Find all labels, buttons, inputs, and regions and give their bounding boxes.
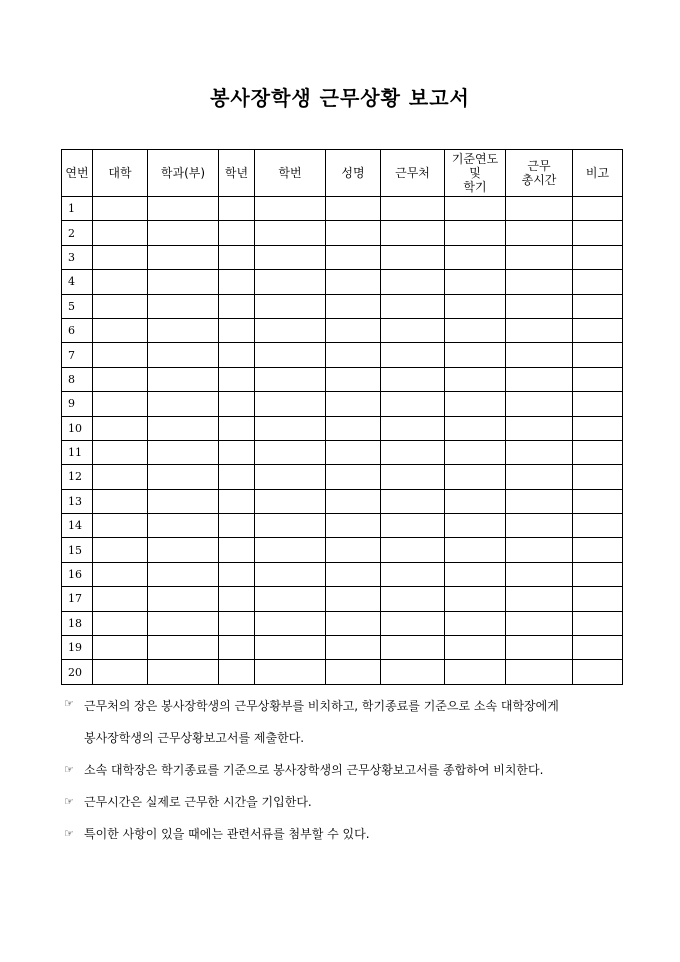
note-item bbox=[64, 825, 634, 857]
table-cell bbox=[255, 343, 326, 367]
table-cell bbox=[219, 294, 255, 318]
notes-section bbox=[64, 697, 634, 857]
table-cell bbox=[506, 197, 573, 221]
table-row bbox=[62, 221, 623, 245]
table-cell bbox=[506, 514, 573, 538]
table-cell bbox=[445, 343, 506, 367]
table-cell bbox=[255, 392, 326, 416]
table-cell bbox=[445, 392, 506, 416]
table-cell bbox=[255, 514, 326, 538]
table-cell bbox=[326, 587, 381, 611]
table-cell bbox=[445, 562, 506, 586]
table-cell bbox=[506, 660, 573, 684]
table-cell bbox=[255, 221, 326, 245]
table-cell bbox=[326, 611, 381, 635]
table-row bbox=[62, 611, 623, 635]
table-row bbox=[62, 294, 623, 318]
table-cell bbox=[381, 318, 445, 342]
table-cell bbox=[219, 367, 255, 391]
table-cell bbox=[148, 392, 219, 416]
table-cell bbox=[148, 294, 219, 318]
table-cell bbox=[219, 197, 255, 221]
note-text: 근무처의 장은 봉사장학생의 근무상황부를 비치하고, 학기종료를 기준으로 소속 대학장에게 bbox=[84, 699, 559, 713]
table-cell bbox=[255, 367, 326, 391]
table-cell bbox=[326, 660, 381, 684]
row-number: 18 bbox=[62, 611, 93, 635]
row-number: 14 bbox=[62, 514, 93, 538]
table-cell bbox=[255, 197, 326, 221]
row-number: 10 bbox=[62, 416, 93, 440]
table-cell bbox=[573, 416, 623, 440]
note-text: 소속 대학장은 학기종료를 기준으로 봉사장학생의 근무상황보고서를 종합하여 비치한다. bbox=[84, 763, 544, 777]
header-workplace: 근무처 bbox=[381, 150, 445, 197]
table-cell bbox=[573, 587, 623, 611]
table-row bbox=[62, 245, 623, 269]
table-cell bbox=[93, 221, 148, 245]
table-cell bbox=[148, 270, 219, 294]
table-cell bbox=[445, 660, 506, 684]
table-cell bbox=[573, 343, 623, 367]
table-cell bbox=[326, 221, 381, 245]
table-cell bbox=[445, 367, 506, 391]
table-cell bbox=[219, 392, 255, 416]
table-row bbox=[62, 367, 623, 391]
table-cell bbox=[93, 270, 148, 294]
table-cell bbox=[445, 489, 506, 513]
header-total-hours bbox=[506, 150, 573, 197]
row-number: 7 bbox=[62, 343, 93, 367]
table-cell bbox=[573, 660, 623, 684]
table-cell bbox=[506, 245, 573, 269]
table-cell bbox=[445, 416, 506, 440]
table-cell bbox=[445, 221, 506, 245]
table-body bbox=[62, 197, 623, 685]
table-cell bbox=[381, 270, 445, 294]
table-cell bbox=[255, 245, 326, 269]
table-cell bbox=[255, 660, 326, 684]
table-cell bbox=[326, 514, 381, 538]
header-name: 성명 bbox=[326, 150, 381, 197]
table-cell bbox=[93, 465, 148, 489]
pointing-hand-icon: ☞ bbox=[64, 697, 74, 710]
table-cell bbox=[148, 562, 219, 586]
row-number: 17 bbox=[62, 587, 93, 611]
header-college: 대학 bbox=[93, 150, 148, 197]
header-year-semester bbox=[445, 150, 506, 197]
table-row bbox=[62, 660, 623, 684]
table-cell bbox=[255, 587, 326, 611]
table-row bbox=[62, 489, 623, 513]
header-student-id: 학번 bbox=[255, 150, 326, 197]
table-cell bbox=[506, 489, 573, 513]
table-cell bbox=[255, 636, 326, 660]
table-cell bbox=[326, 343, 381, 367]
table-cell bbox=[381, 221, 445, 245]
row-number: 5 bbox=[62, 294, 93, 318]
table-cell bbox=[255, 611, 326, 635]
table-cell bbox=[326, 489, 381, 513]
table-cell bbox=[381, 514, 445, 538]
table-cell bbox=[573, 392, 623, 416]
table-cell bbox=[255, 562, 326, 586]
table-cell bbox=[219, 416, 255, 440]
pointing-hand-icon: ☞ bbox=[64, 763, 74, 776]
table-cell bbox=[381, 416, 445, 440]
table-cell bbox=[445, 318, 506, 342]
table-cell bbox=[381, 294, 445, 318]
table-cell bbox=[93, 562, 148, 586]
table-cell bbox=[506, 611, 573, 635]
table-cell bbox=[326, 270, 381, 294]
table-cell bbox=[148, 440, 219, 464]
row-number: 12 bbox=[62, 465, 93, 489]
table-cell bbox=[445, 440, 506, 464]
table-row bbox=[62, 197, 623, 221]
note-text: 특이한 사항이 있을 때에는 관련서류를 첨부할 수 있다. bbox=[84, 827, 370, 841]
table-cell bbox=[148, 343, 219, 367]
pointing-hand-icon: ☞ bbox=[64, 827, 74, 840]
table-cell bbox=[506, 392, 573, 416]
table-row bbox=[62, 343, 623, 367]
table-cell bbox=[148, 538, 219, 562]
table-cell bbox=[326, 538, 381, 562]
table-cell bbox=[506, 416, 573, 440]
table-cell bbox=[219, 636, 255, 660]
row-number: 19 bbox=[62, 636, 93, 660]
header-total-hours-line1: 근무 bbox=[527, 159, 551, 173]
table-cell bbox=[381, 197, 445, 221]
table-cell bbox=[573, 562, 623, 586]
table-cell bbox=[219, 270, 255, 294]
table-cell bbox=[506, 367, 573, 391]
table-cell bbox=[326, 367, 381, 391]
row-number: 16 bbox=[62, 562, 93, 586]
table-cell bbox=[93, 343, 148, 367]
table-cell bbox=[445, 245, 506, 269]
table-cell bbox=[445, 636, 506, 660]
table-cell bbox=[219, 660, 255, 684]
table-row bbox=[62, 318, 623, 342]
pointing-hand-icon: ☞ bbox=[64, 795, 74, 808]
header-total-hours-line2: 총시간 bbox=[521, 173, 557, 187]
table-row bbox=[62, 270, 623, 294]
table-cell bbox=[93, 245, 148, 269]
table-cell bbox=[573, 514, 623, 538]
header-year-semester-line2: 및 bbox=[469, 166, 481, 180]
table-cell bbox=[219, 318, 255, 342]
header-department: 학과(부) bbox=[148, 150, 219, 197]
table-cell bbox=[326, 416, 381, 440]
table-cell bbox=[445, 611, 506, 635]
table-row bbox=[62, 465, 623, 489]
table-cell bbox=[573, 197, 623, 221]
work-report-table bbox=[61, 149, 623, 685]
table-cell bbox=[255, 465, 326, 489]
header-year-semester-line3: 학기 bbox=[463, 180, 487, 194]
table-cell bbox=[573, 367, 623, 391]
table-cell bbox=[255, 489, 326, 513]
table-cell bbox=[506, 294, 573, 318]
header-year-semester-line1: 기준연도 bbox=[451, 152, 499, 166]
table-cell bbox=[93, 587, 148, 611]
table-cell bbox=[506, 636, 573, 660]
table-cell bbox=[573, 294, 623, 318]
note-item bbox=[64, 761, 634, 793]
table-cell bbox=[219, 221, 255, 245]
table-row bbox=[62, 562, 623, 586]
table-cell bbox=[573, 611, 623, 635]
table-cell bbox=[93, 367, 148, 391]
table-row bbox=[62, 440, 623, 464]
table-cell bbox=[381, 562, 445, 586]
table-row bbox=[62, 392, 623, 416]
table-cell bbox=[255, 318, 326, 342]
table-cell bbox=[255, 294, 326, 318]
table-cell bbox=[506, 562, 573, 586]
table-cell bbox=[326, 636, 381, 660]
note-item bbox=[64, 793, 634, 825]
table-cell bbox=[445, 270, 506, 294]
table-cell bbox=[93, 392, 148, 416]
table-cell bbox=[445, 294, 506, 318]
table-cell bbox=[506, 440, 573, 464]
table-cell bbox=[148, 416, 219, 440]
table-cell bbox=[445, 465, 506, 489]
table-cell bbox=[148, 221, 219, 245]
table-cell bbox=[381, 343, 445, 367]
table-cell bbox=[219, 245, 255, 269]
table-cell bbox=[219, 587, 255, 611]
table-cell bbox=[381, 465, 445, 489]
table-cell bbox=[93, 416, 148, 440]
table-cell bbox=[219, 611, 255, 635]
table-cell bbox=[326, 294, 381, 318]
document-title: 봉사장학생 근무상황 보고서 bbox=[210, 86, 470, 110]
table-cell bbox=[148, 514, 219, 538]
row-number: 11 bbox=[62, 440, 93, 464]
table-cell bbox=[148, 587, 219, 611]
table-cell bbox=[93, 294, 148, 318]
table-cell bbox=[255, 270, 326, 294]
table-cell bbox=[573, 440, 623, 464]
table-cell bbox=[93, 318, 148, 342]
table-cell bbox=[573, 538, 623, 562]
table-row bbox=[62, 636, 623, 660]
row-number: 6 bbox=[62, 318, 93, 342]
table-cell bbox=[573, 221, 623, 245]
table-cell bbox=[93, 538, 148, 562]
table-cell bbox=[506, 538, 573, 562]
table-cell bbox=[573, 465, 623, 489]
table-cell bbox=[93, 489, 148, 513]
table-cell bbox=[326, 562, 381, 586]
header-serial: 연번 bbox=[62, 150, 93, 197]
table-cell bbox=[148, 489, 219, 513]
table-cell bbox=[255, 416, 326, 440]
table-cell bbox=[326, 465, 381, 489]
table-cell bbox=[381, 367, 445, 391]
table-cell bbox=[326, 245, 381, 269]
table-cell bbox=[219, 514, 255, 538]
note-text-continued: 봉사장학생의 근무상황보고서를 제출한다. bbox=[84, 731, 305, 745]
table-cell bbox=[506, 465, 573, 489]
table-cell bbox=[148, 197, 219, 221]
table-cell bbox=[381, 660, 445, 684]
table-cell bbox=[148, 611, 219, 635]
table-cell bbox=[326, 197, 381, 221]
table-cell bbox=[506, 318, 573, 342]
table-cell bbox=[148, 318, 219, 342]
table-cell bbox=[506, 587, 573, 611]
table-row bbox=[62, 587, 623, 611]
table-cell bbox=[381, 538, 445, 562]
table-cell bbox=[148, 636, 219, 660]
table-cell bbox=[93, 514, 148, 538]
table-cell bbox=[445, 587, 506, 611]
table-cell bbox=[93, 611, 148, 635]
row-number: 20 bbox=[62, 660, 93, 684]
table-cell bbox=[381, 392, 445, 416]
table-cell bbox=[148, 660, 219, 684]
table-row bbox=[62, 538, 623, 562]
row-number: 1 bbox=[62, 197, 93, 221]
table-cell bbox=[573, 245, 623, 269]
table-cell bbox=[381, 440, 445, 464]
table-cell bbox=[573, 489, 623, 513]
row-number: 9 bbox=[62, 392, 93, 416]
table-cell bbox=[93, 636, 148, 660]
row-number: 8 bbox=[62, 367, 93, 391]
row-number: 15 bbox=[62, 538, 93, 562]
table-cell bbox=[506, 270, 573, 294]
table-cell bbox=[93, 660, 148, 684]
row-number: 13 bbox=[62, 489, 93, 513]
table-cell bbox=[219, 489, 255, 513]
row-number: 3 bbox=[62, 245, 93, 269]
table-cell bbox=[381, 636, 445, 660]
header-remarks: 비고 bbox=[573, 150, 623, 197]
table-row bbox=[62, 514, 623, 538]
table-cell bbox=[506, 221, 573, 245]
table-cell bbox=[148, 367, 219, 391]
table-cell bbox=[148, 465, 219, 489]
table-cell bbox=[381, 489, 445, 513]
row-number: 4 bbox=[62, 270, 93, 294]
table-cell bbox=[255, 538, 326, 562]
table-cell bbox=[219, 440, 255, 464]
header-grade: 학년 bbox=[219, 150, 255, 197]
table-cell bbox=[219, 465, 255, 489]
table-cell bbox=[445, 514, 506, 538]
table-cell bbox=[219, 343, 255, 367]
table-cell bbox=[381, 245, 445, 269]
table-cell bbox=[219, 562, 255, 586]
table-row bbox=[62, 416, 623, 440]
table-cell bbox=[93, 197, 148, 221]
table-cell bbox=[381, 611, 445, 635]
table-cell bbox=[93, 440, 148, 464]
table-cell bbox=[219, 538, 255, 562]
table-cell bbox=[573, 270, 623, 294]
table-cell bbox=[506, 343, 573, 367]
note-item bbox=[64, 697, 634, 761]
table-cell bbox=[573, 636, 623, 660]
table-cell bbox=[148, 245, 219, 269]
table-header-row bbox=[62, 150, 623, 197]
table-cell bbox=[381, 587, 445, 611]
table-cell bbox=[326, 318, 381, 342]
table-cell bbox=[326, 392, 381, 416]
table-cell bbox=[255, 440, 326, 464]
note-text: 근무시간은 실제로 근무한 시간을 기입한다. bbox=[84, 795, 312, 809]
table-cell bbox=[326, 440, 381, 464]
row-number: 2 bbox=[62, 221, 93, 245]
table-cell bbox=[445, 538, 506, 562]
table-cell bbox=[445, 197, 506, 221]
table-cell bbox=[573, 318, 623, 342]
